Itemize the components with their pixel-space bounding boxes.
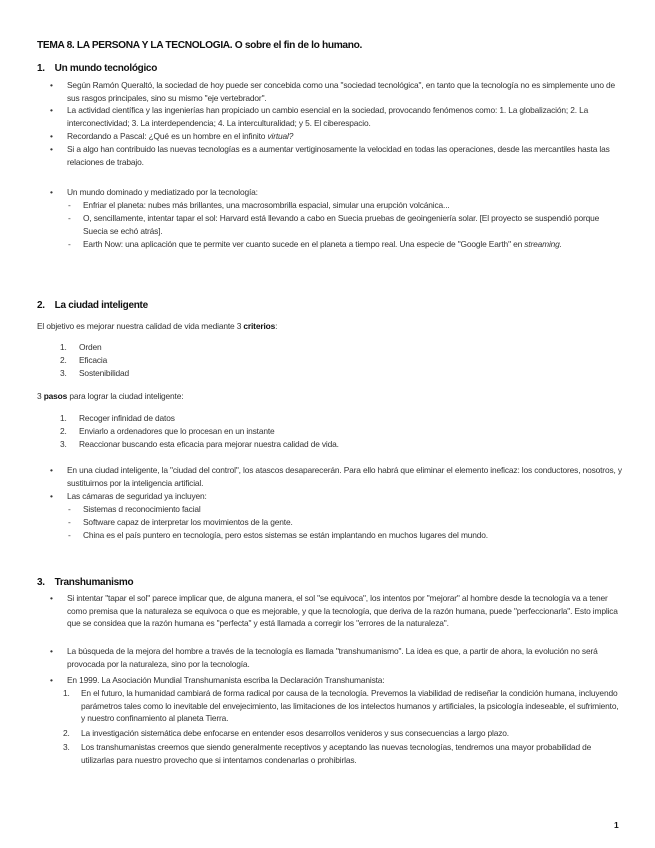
criteria-intro	[37, 320, 277, 333]
item-text: Eficacia	[79, 355, 108, 365]
list-item: • Según Ramón Queraltó, la sociedad de hoy puede ser concebida como una "sociedad tecnológica", en tanto que la tecnología no es simplemente uno de sus rasgos principales, sino su mismo "eje vertebrador".	[67, 79, 623, 104]
italic-text: virtual?	[267, 131, 294, 141]
page-number: 1	[614, 820, 619, 830]
section-3-heading	[37, 577, 133, 588]
item-text: Enviarlo a ordenadores que lo procesan en un instante	[79, 426, 275, 436]
list-item: • La búsqueda de la mejora del hombre a través de la tecnología es llamada "transhumanismo". La idea es que, a partir de ahora, la evolución no será provocada por la naturaleza, sino por la tecnología.	[67, 645, 623, 670]
text: El objetivo es mejorar nuestra calidad de vida mediante 3	[37, 321, 244, 331]
step-item	[60, 412, 623, 425]
item-number: 1.	[60, 413, 67, 423]
steps-intro	[37, 390, 183, 403]
item-text: Recordando a Pascal: ¿Qué es un hombre en el infinito	[67, 131, 268, 141]
bold-text: criterios	[243, 321, 276, 331]
item-text: La investigación sistemática debe enfocarse en entender esos desarrollos venideros y sus consecuencias a largo plazo.	[81, 728, 509, 738]
document-title: TEMA 8. LA PERSONA Y LA TECNOLOGIA. O sobre el fin de lo humano.	[37, 40, 362, 51]
item-number: 3.	[60, 439, 67, 449]
item-number: 1.	[63, 688, 70, 698]
sub-list-item: - O, sencillamente, intentar tapar el sol: Harvard está llevando a cabo en Suecia pruebas de geoingeniería solar. [El proyecto se suspendió porque Suecia se echó atrás].	[83, 212, 623, 237]
step-item	[60, 438, 623, 451]
list-item: • Si intentar "tapar el sol" parece implicar que, de alguna manera, el sol "se equivoca", los intentos por "mejorar" al hombre desde la tecnología va a tener como premisa que la naturaleza se equivoca o que es mejorable, y que la tecnología, que deriva de la razón humana, puede "perfeccionarla". Esto implica que se considea que la razón humana es "perfecta" y está llamada a corregir los "errores de la naturaleza".	[67, 592, 623, 630]
declaration-item	[63, 727, 623, 740]
declaration-item	[63, 741, 623, 766]
item-text: Earth Now: una aplicación que te permite ver cuanto sucede en el planeta a tiempo real. Una especie de "Google Earth" en	[83, 239, 525, 249]
text: 3	[37, 391, 44, 401]
item-text: Recoger infinidad de datos	[79, 413, 175, 423]
item-number: 2.	[60, 426, 67, 436]
list-item: • Si a algo han contribuido las nuevas tecnologías es a aumentar vertiginosamente la velocidad en todas las operaciones, desde las mercantiles hasta las relaciones de trabajo.	[67, 143, 623, 168]
item-number: 2.	[60, 355, 67, 365]
step-item	[60, 425, 623, 438]
sub-list-item: - Sistemas d reconocimiento facial	[83, 503, 623, 516]
sub-list-item	[83, 238, 623, 251]
list-item	[67, 130, 623, 143]
item-number: 1.	[60, 342, 67, 352]
bold-text: pasos	[43, 391, 68, 401]
list-item: • La actividad científica y las ingenierías han propiciado un cambio esencial en la sociedad, provocando fenómenos como: 1. La globalización; 2. La interconectividad; 3. La interdependencia; 4. La interculturalidad; y 5. El ciberespacio.	[67, 104, 623, 129]
item-text: Sostenibilidad	[79, 368, 130, 378]
list-item: • En una ciudad inteligente, la "ciudad del control", los atascos desaparecerán. Para ello habrá que eliminar el elemento ineficaz: los conductores, nosotros, y sustituirnos por la inteligencia artificial.	[67, 464, 623, 489]
section-1-heading	[37, 63, 157, 74]
section-2-heading	[37, 300, 148, 311]
sub-list-item: - China es el país puntero en tecnología, pero estos sistemas se están implantando en muchos lugares del mundo.	[83, 529, 623, 542]
item-number: 3.	[60, 368, 67, 378]
criteria-item	[60, 341, 623, 354]
sub-list-item: - Software capaz de interpretar los movimientos de la gente.	[83, 516, 623, 529]
list-item: • Las cámaras de seguridad ya incluyen:	[67, 490, 623, 503]
criteria-item	[60, 367, 623, 380]
item-text: Reaccionar buscando esta eficacia para mejorar nuestra calidad de vida.	[79, 439, 339, 449]
section-number: 3.	[37, 577, 45, 588]
list-item: • En 1999. La Asociación Mundial Transhumanista escriba la Declaración Transhumanista:	[67, 674, 623, 687]
item-text: Los transhumanistas creemos que siendo generalmente receptivos y aceptando las nuevas tecnologías, tendremos una mayor probabilidad de utilizarlas para nuestro provecho que si intentamos condenarlas o prohibirlas.	[81, 742, 592, 765]
declaration-item	[63, 687, 623, 725]
list-item: • Un mundo dominado y mediatizado por la tecnología:	[67, 186, 623, 199]
text: para lograr la ciudad inteligente:	[67, 391, 184, 401]
criteria-item	[60, 354, 623, 367]
section-title: Un mundo tecnológico	[54, 63, 157, 74]
section-title: Transhumanismo	[54, 577, 134, 588]
text: :	[275, 321, 278, 331]
section-number: 1.	[37, 63, 45, 74]
item-text: Orden	[79, 342, 102, 352]
sub-list-item: - Enfriar el planeta: nubes más brillantes, una macrosombrilla espacial, simular una erupción volcánica...	[83, 199, 623, 212]
item-number: 2.	[63, 728, 70, 738]
section-title: La ciudad inteligente	[54, 300, 148, 311]
item-number: 3.	[63, 742, 70, 752]
section-number: 2.	[37, 300, 45, 311]
item-text: En el futuro, la humanidad cambiará de forma radical por causa de la tecnología. Prevemos la viabilidad de rediseñar la condición humana, incluyendo parámetros tales como lo inevitable del envejecimiento, las limitaciones de los intelectos humanos y artificiales, la psicología indeseable, el sufrimiento, y nuestro confinamiento al planeta Tierra.	[81, 688, 619, 724]
italic-text: streaming.	[524, 239, 562, 249]
